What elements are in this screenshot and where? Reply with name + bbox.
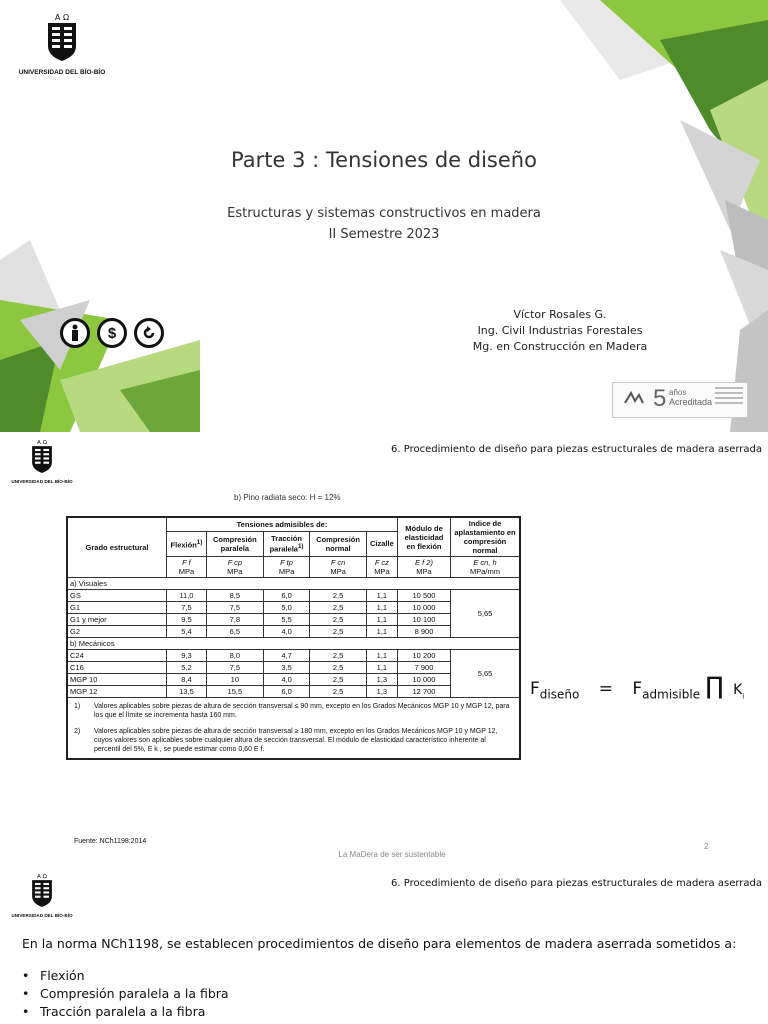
table-row: G1 7,5 7,5 5,0 2,5 1,1 10 000 bbox=[67, 602, 520, 614]
course-name: Estructuras y sistemas constructivos en madera bbox=[227, 206, 541, 221]
svg-text:A Ω: A Ω bbox=[37, 874, 47, 880]
university-crest-icon bbox=[30, 872, 54, 908]
note-2: Valores aplicables sobre piezas de altura de sección transversal ≥ 180 mm, excepto en los Grados Mecánicos MGP 10 y MGP 12, cuyos valores son aplicables sobre cualquier altura de sección transversal. El módulo de elasticidad característico inherente al percentil del 5%, E k , se puede estimar como 0,60 E f. bbox=[94, 728, 498, 753]
list-item: • Flexión bbox=[22, 968, 229, 986]
col-flexion: Flexión$^{1)}$ bbox=[167, 531, 207, 556]
design-stress-slide bbox=[0, 432, 768, 864]
col-grado: Grado estructural bbox=[67, 517, 167, 578]
author-name: Víctor Rosales G. bbox=[513, 308, 607, 321]
design-procedures-slide bbox=[0, 864, 768, 1024]
col-comp-norm: Compresión normal bbox=[310, 531, 366, 556]
accreditation-logo-icon bbox=[623, 389, 645, 409]
list-item: • Tracción paralela a la fibra bbox=[22, 1004, 229, 1022]
accreditation-fine-print bbox=[715, 387, 743, 404]
semester: II Semestre 2023 bbox=[328, 227, 440, 242]
accreditation-badge bbox=[612, 382, 748, 418]
accreditation-word-1: años bbox=[669, 388, 687, 397]
indice-value: 5,65 bbox=[451, 590, 521, 638]
group-header: Tensiones admisibles de: bbox=[167, 517, 398, 531]
table-caption: b) Pino radiata seco: H = 12% bbox=[234, 493, 341, 502]
table-row: MGP 12 13,5 15,5 6,0 2,5 1,3 12 700 bbox=[67, 686, 520, 698]
university-name: UNIVERSIDAD DEL BÍO-BÍO bbox=[11, 479, 73, 484]
slide-footer: La MaDera de ser sustentable bbox=[338, 850, 446, 859]
table-row: MGP 10 8,4 10 4,0 2,5 1,3 10 000 bbox=[67, 674, 520, 686]
section-header: 6. Procedimiento de diseño para piezas estructurales de madera aserrada bbox=[391, 878, 762, 889]
page-number: 2 bbox=[704, 842, 709, 851]
svg-text:A Ω: A Ω bbox=[37, 440, 47, 446]
col-comp-par: Compresión paralela bbox=[206, 531, 263, 556]
col-modulo: Módulo de elasticidad en flexión bbox=[398, 517, 451, 557]
university-crest-icon bbox=[30, 438, 54, 474]
sym-cell: E f 2) MPa bbox=[398, 557, 451, 578]
load-types-list bbox=[22, 968, 229, 1022]
university-logo bbox=[4, 438, 80, 484]
sym-cell: F f MPa bbox=[167, 557, 207, 578]
accreditation-word-2: Acreditada bbox=[669, 397, 713, 407]
col-indice: Indice de aplastamiento en compresión normal bbox=[451, 517, 521, 557]
university-logo bbox=[4, 872, 80, 918]
university-crest-icon bbox=[45, 12, 79, 62]
sym-cell: F cn MPa bbox=[310, 557, 366, 578]
note-2-number: 2) bbox=[74, 728, 81, 735]
cc-sa-icon bbox=[134, 318, 164, 348]
table-row: G1 y mejor 9,5 7,8 5,5 2,5 1,1 10 100 bbox=[67, 614, 520, 626]
list-item: • Compresión paralela a la fibra bbox=[22, 986, 229, 1004]
product-symbol: ∏ bbox=[705, 672, 724, 700]
cc-by-icon bbox=[60, 318, 90, 348]
cc-nc-icon: $ bbox=[97, 318, 127, 348]
svg-text:A Ω: A Ω bbox=[54, 13, 70, 22]
university-logo bbox=[8, 12, 116, 76]
intro-text: En la norma NCh1198, se establecen procedimientos de diseño para elementos de madera aserrada sometidos a: bbox=[22, 936, 737, 951]
section-label: a) Visuales bbox=[67, 578, 520, 590]
table-notes bbox=[67, 698, 520, 760]
author-degree-1: Ing. Civil Industrias Forestales bbox=[477, 324, 643, 337]
section-label: b) Mecánicos bbox=[67, 638, 520, 650]
note-1: Valores aplicables sobre piezas de altura de sección transversal ≤ 90 mm, excepto en los Grados Mecánicos MGP 10 y MGP 12, para los que el límite se incrementa hasta 160 mm. bbox=[94, 703, 510, 719]
author-degree-2: Mg. en Construcción en Madera bbox=[472, 340, 648, 353]
table-row: C24 9,3 8,0 4,7 2,5 1,1 10 200 5,65 bbox=[67, 650, 520, 662]
sym-cell: E cn, h MPa/mm bbox=[451, 557, 521, 578]
sym-cell: F cz MPa bbox=[366, 557, 397, 578]
sym-cell: F tp MPa bbox=[263, 557, 310, 578]
table-row: C16 5,2 7,5 3,5 2,5 1,1 7 900 bbox=[67, 662, 520, 674]
indice-value: 5,65 bbox=[451, 650, 521, 698]
allowable-stress-table bbox=[66, 516, 521, 760]
accreditation-years: 5 bbox=[653, 385, 667, 412]
col-cizalle: Cizalle bbox=[366, 531, 397, 556]
col-traccion: Tracción paralela$^{1)}$ bbox=[263, 531, 310, 556]
source-note: Fuente: NCh1198:2014 bbox=[74, 838, 147, 845]
design-formula: $F_{diseño} = F_{admisible}$ ∏ $K_i$ bbox=[530, 672, 745, 702]
university-name: UNIVERSIDAD DEL BÍO-BÍO bbox=[18, 69, 106, 76]
slide-title: Parte 3 : Tensiones de diseño bbox=[231, 148, 537, 172]
sym-cell: F cp MPa bbox=[206, 557, 263, 578]
title-slide bbox=[0, 0, 768, 432]
note-1-number: 1) bbox=[74, 703, 81, 710]
university-name: UNIVERSIDAD DEL BÍO-BÍO bbox=[11, 913, 73, 918]
table-row: G2 5,4 6,5 4,0 2,5 1,1 8 900 bbox=[67, 626, 520, 638]
section-header: 6. Procedimiento de diseño para piezas estructurales de madera aserrada bbox=[391, 444, 762, 455]
table-row: GS 11,0 8,5 6,0 2,5 1,1 10 500 5,65 bbox=[67, 590, 520, 602]
